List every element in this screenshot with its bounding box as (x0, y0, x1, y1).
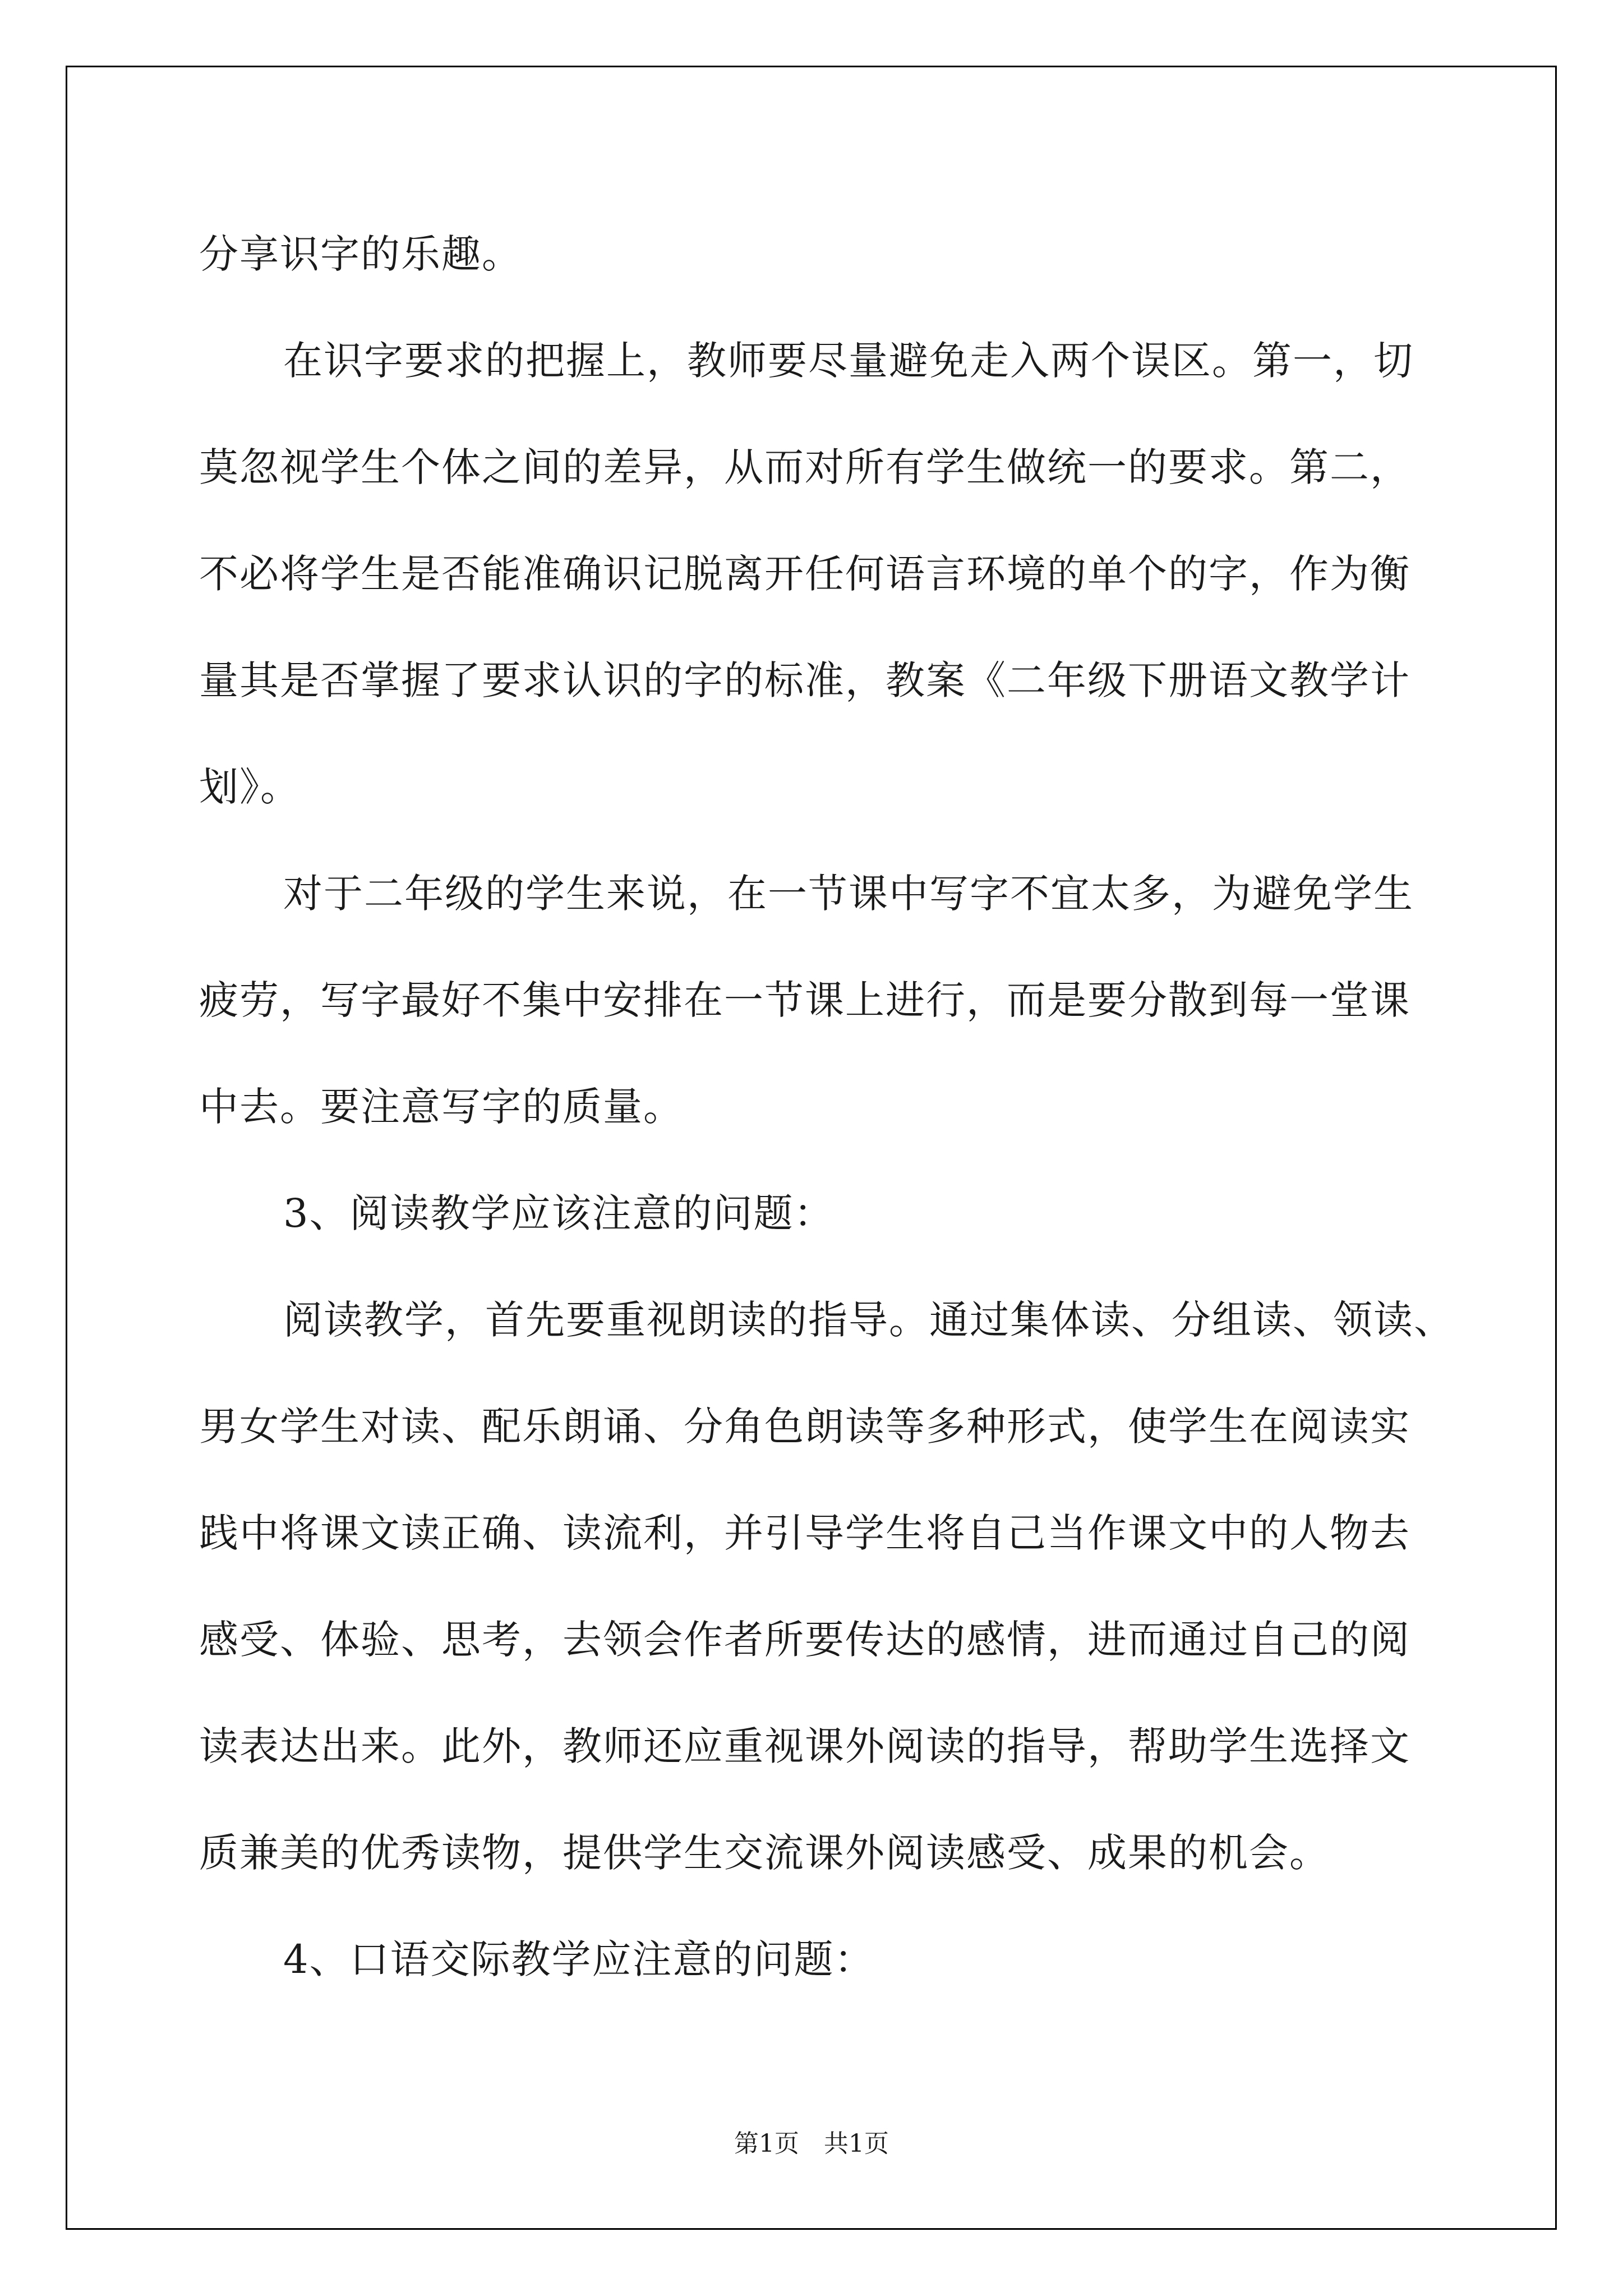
page-number: 第1页 共1页 (734, 2129, 889, 2158)
text-line: 感受、体验、思考，去领会作者所要传达的感情，进而通过自己的阅 (199, 1617, 1410, 1663)
text-line: 不必将学生是否能准确识记脱离开任何语言环境的单个的字，作为衡 (199, 551, 1410, 597)
text-line: 阅读教学，首先要重视朗读的指导。通过集体读、分组读、领读、 (283, 1297, 1454, 1343)
text-line: 践中将课文读正确、读流利，并引导学生将自己当作课文中的人物去 (199, 1510, 1410, 1556)
text-line: 质兼美的优秀读物，提供学生交流课外阅读感受、成果的机会。 (199, 1830, 1330, 1876)
text-line: 中去。要注意写字的质量。 (199, 1084, 684, 1130)
text-line: 量其是否掌握了要求认识的字的标准，教案《二年级下册语文教学计 (199, 657, 1410, 703)
section-heading: 3、阅读教学应该注意的问题： (283, 1190, 834, 1236)
text-line: 在识字要求的把握上，教师要尽量避免走入两个误区。第一，切 (283, 338, 1414, 384)
text-line: 莫忽视学生个体之间的差异，从而对所有学生做统一的要求。第二， (199, 444, 1410, 490)
text-line: 读表达出来。此外，教师还应重视课外阅读的指导，帮助学生选择文 (199, 1723, 1410, 1769)
text-line: 男女学生对读、配乐朗诵、分角色朗读等多种形式，使学生在阅读实 (199, 1404, 1410, 1450)
text-line: 疲劳，写字最好不集中安排在一节课上进行，而是要分散到每一堂课 (199, 977, 1410, 1023)
page-border (66, 66, 1557, 2230)
section-heading: 4、口语交际教学应注意的问题： (283, 1936, 875, 1982)
text-line: 分享识字的乐趣。 (199, 231, 522, 277)
text-line: 划》。 (199, 764, 301, 810)
text-line: 对于二年级的学生来说，在一节课中写字不宜太多，为避免学生 (283, 871, 1414, 917)
